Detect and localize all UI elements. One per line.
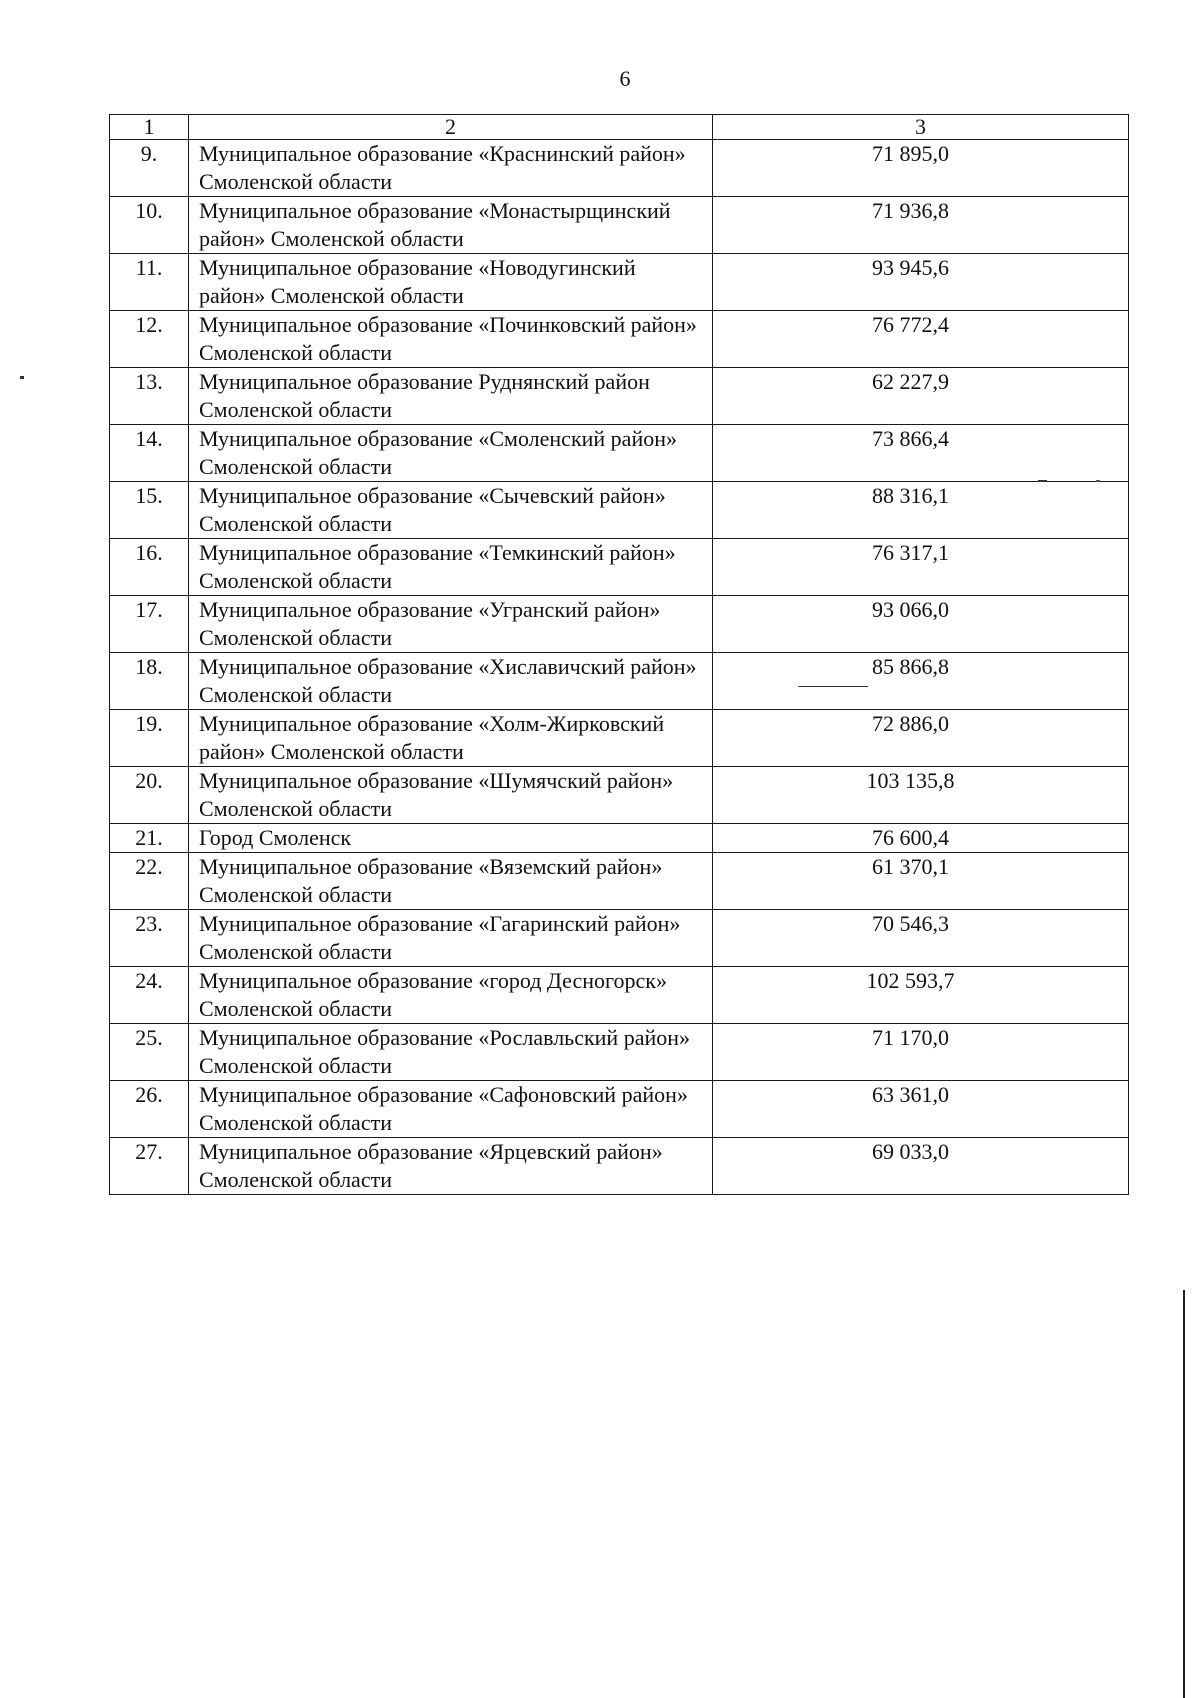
table-row [110,140,1129,197]
row-number-cell: 12. [110,311,189,368]
municipality-name-cell: Муниципальное образование «Темкинский район» Смоленской области [189,539,713,596]
municipality-name-cell: Муниципальное образование «Холм-Жирковский район» Смоленской области [189,710,713,767]
scan-edge-line [1183,1290,1185,1698]
table-row [110,653,1129,710]
municipality-name-cell: Муниципальное образование «Ярцевский район» Смоленской области [189,1138,713,1195]
row-number-cell: 26. [110,1081,189,1138]
row-number-cell: 19. [110,710,189,767]
amount-cell: 71 936,8 [713,197,1129,254]
row-number-cell: 21. [110,824,189,853]
row-number-cell: 24. [110,967,189,1024]
row-number-cell: 14. [110,425,189,482]
row-number-cell: 25. [110,1024,189,1081]
table-row [110,767,1129,824]
amount-cell: 76 600,4 [713,824,1129,853]
row-number-cell: 15. [110,482,189,539]
table-row [110,824,1129,853]
row-number-cell: 9. [110,140,189,197]
table-row [110,368,1129,425]
table-row [110,1081,1129,1138]
table-row [110,910,1129,967]
municipality-name-cell: Город Смоленск [189,824,713,853]
municipality-name-cell: Муниципальное образование «Сычевский район» Смоленской области [189,482,713,539]
table-row [110,311,1129,368]
table-row [110,254,1129,311]
municipality-name-cell: Муниципальное образование «Смоленский район» Смоленской области [189,425,713,482]
amount-cell: 93 945,6 [713,254,1129,311]
amount-cell: 63 361,0 [713,1081,1129,1138]
table-row [110,967,1129,1024]
municipality-name-cell: Муниципальное образование «Шумячский район» Смоленской области [189,767,713,824]
amount-cell: 62 227,9 [713,368,1129,425]
municipality-name-cell: Муниципальное образование «Рославльский район» Смоленской области [189,1024,713,1081]
table-header-row [110,115,1129,140]
amount-cell: 102 593,7 [713,967,1129,1024]
amount-cell: 76 317,1 [713,539,1129,596]
amount-cell: 88 316,1 [713,482,1129,539]
amount-cell: 73 866,4 [713,425,1129,482]
scan-artifact-mark [1096,480,1100,482]
table-row [110,539,1129,596]
amount-cell: 72 886,0 [713,710,1129,767]
table-row [110,1024,1129,1081]
amount-cell: 70 546,3 [713,910,1129,967]
amount-cell: 103 135,8 [713,767,1129,824]
table-row [110,710,1129,767]
amount-cell: 85 866,8 [713,653,1129,710]
table-row [110,853,1129,910]
municipality-name-cell: Муниципальное образование Руднянский район Смоленской области [189,368,713,425]
row-number-cell: 13. [110,368,189,425]
scan-artifact-dot [20,376,24,379]
municipality-name-cell: Муниципальное образование «Гагаринский район» Смоленской области [189,910,713,967]
municipality-name-cell: Муниципальное образование «Краснинский район» Смоленской области [189,140,713,197]
table-row [110,1138,1129,1195]
row-number-cell: 16. [110,539,189,596]
row-number-cell: 23. [110,910,189,967]
allocation-table [109,114,1129,1195]
amount-cell: 69 033,0 [713,1138,1129,1195]
scan-artifact-line [798,686,868,687]
table-row [110,596,1129,653]
row-number-cell: 17. [110,596,189,653]
municipality-name-cell: Муниципальное образование «Новодугинский район» Смоленской области [189,254,713,311]
amount-cell: 61 370,1 [713,853,1129,910]
row-number-cell: 10. [110,197,189,254]
municipality-name-cell: Муниципальное образование «Сафоновский район» Смоленской области [189,1081,713,1138]
header-cell-number: 1 [110,115,189,140]
row-number-cell: 18. [110,653,189,710]
municipality-name-cell: Муниципальное образование «Вяземский район» Смоленской области [189,853,713,910]
municipality-name-cell: Муниципальное образование «город Десногорск» Смоленской области [189,967,713,1024]
table-row [110,197,1129,254]
header-cell-value: 3 [713,115,1129,140]
page-number: 6 [619,66,631,91]
amount-cell: 71 895,0 [713,140,1129,197]
amount-cell: 76 772,4 [713,311,1129,368]
table-row [110,425,1129,482]
municipality-name-cell: Муниципальное образование «Угранский район» Смоленской области [189,596,713,653]
table-row [110,482,1129,539]
header-cell-name: 2 [189,115,713,140]
row-number-cell: 27. [110,1138,189,1195]
scan-artifact-mark [1038,480,1047,482]
row-number-cell: 22. [110,853,189,910]
amount-cell: 93 066,0 [713,596,1129,653]
row-number-cell: 11. [110,254,189,311]
municipality-name-cell: Муниципальное образование «Починковский район» Смоленской области [189,311,713,368]
municipality-name-cell: Муниципальное образование «Монастырщинский район» Смоленской области [189,197,713,254]
municipality-name-cell: Муниципальное образование «Хиславичский район» Смоленской области [189,653,713,710]
table-body [110,115,1129,1195]
row-number-cell: 20. [110,767,189,824]
amount-cell: 71 170,0 [713,1024,1129,1081]
